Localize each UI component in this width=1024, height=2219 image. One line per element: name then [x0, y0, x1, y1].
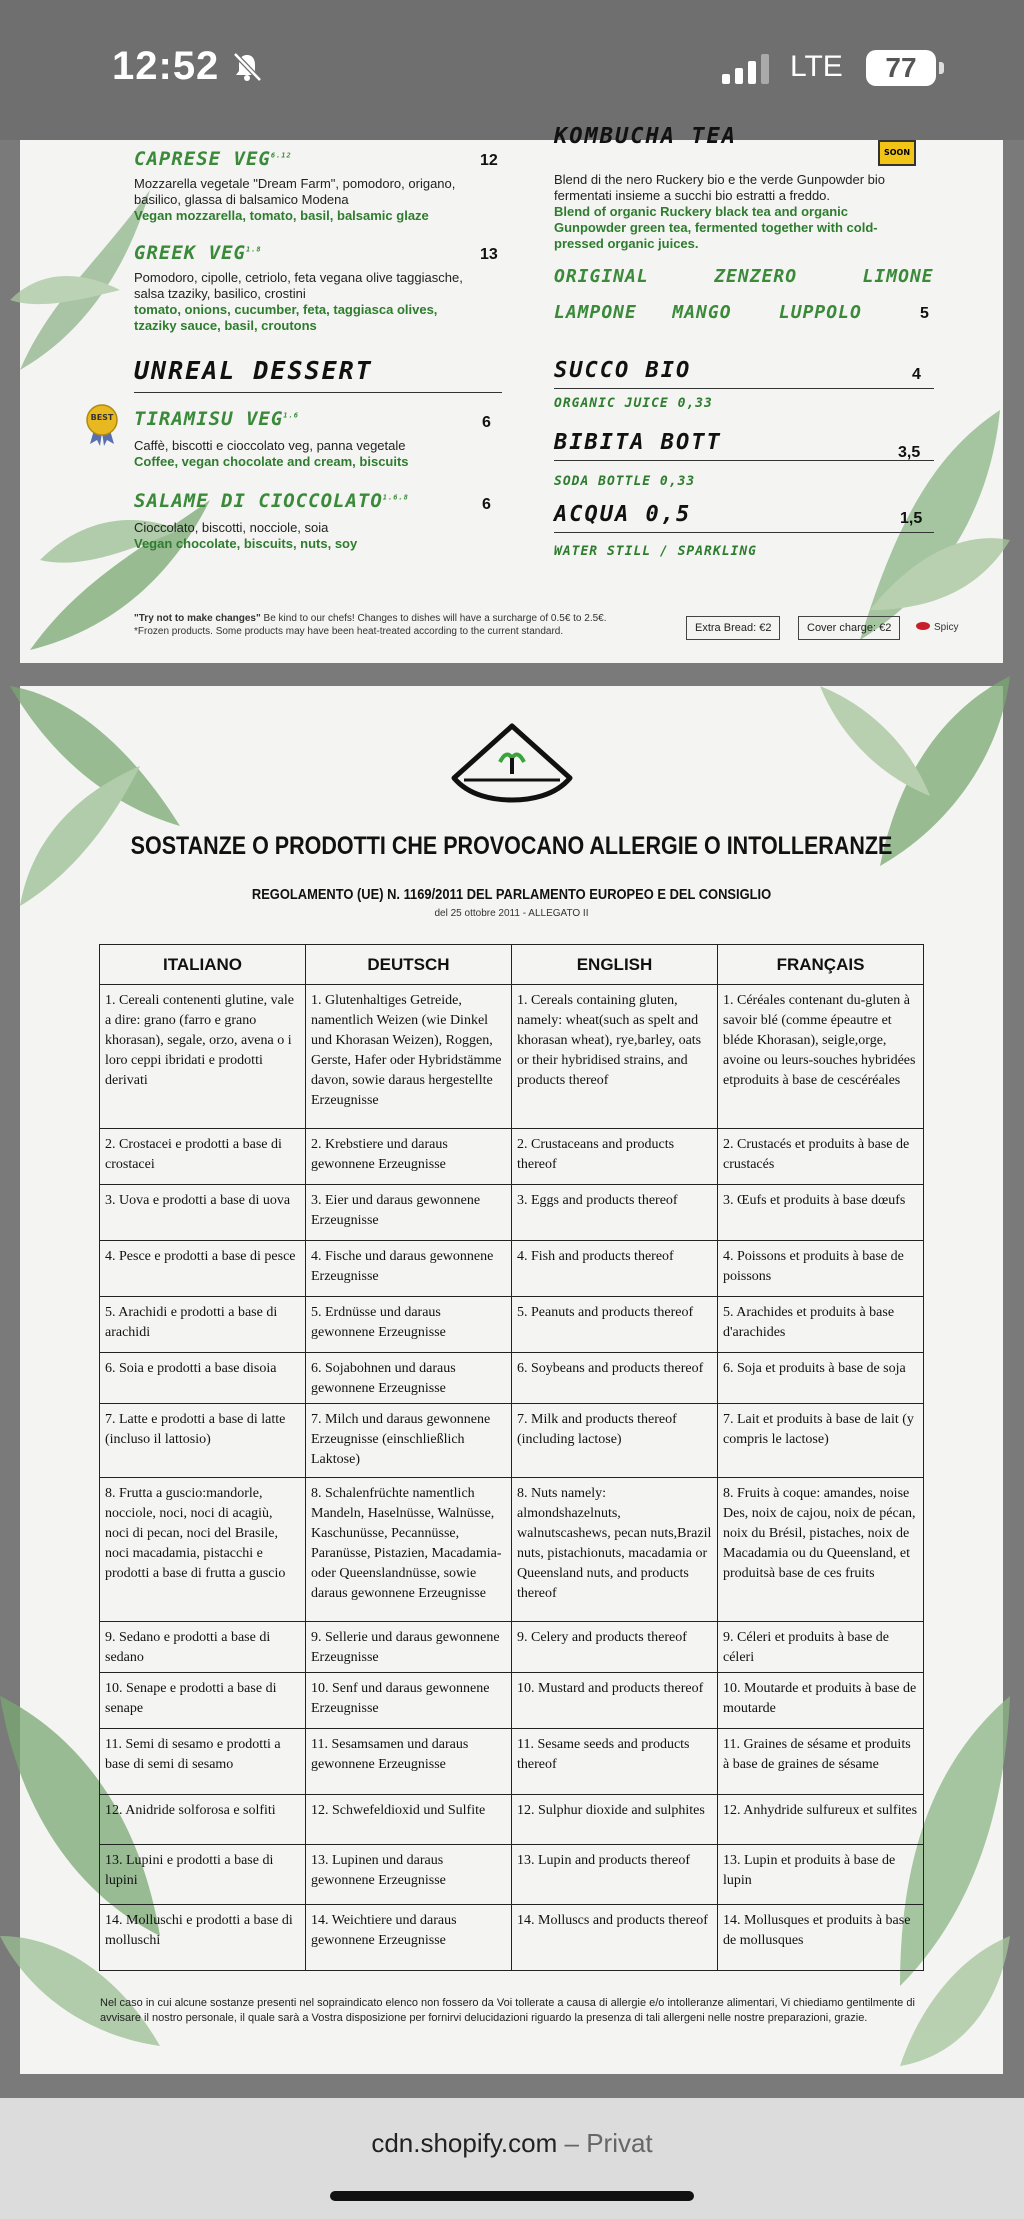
table-cell: 9. Céleri et produits à base de céleri [718, 1622, 924, 1673]
table-cell: 2. Crostacei e prodotti a base di crostacei [100, 1129, 306, 1185]
dish-description: Mozzarella vegetale "Dream Farm", pomodoro, origano, basilico, glassa di balsamico Modena Vegan mozzarella, tomato, basil, balsamic glaze [134, 176, 456, 223]
table-cell: 6. Sojabohnen und daraus gewonnene Erzeugnisse [306, 1353, 512, 1404]
table-row [100, 1478, 924, 1622]
table-cell: 9. Sedano e prodotti a base di sedano [100, 1622, 306, 1673]
divider [554, 532, 934, 533]
table-cell: 14. Molluschi e prodotti a base di molluschi [100, 1905, 306, 1971]
table-cell: 13. Lupin et produits à base de lupin [718, 1845, 924, 1905]
table-cell: 3. Eggs and products thereof [512, 1185, 718, 1241]
browser-bottom-bar [0, 2098, 1024, 2219]
table-cell: 1. Céréales contenant du-gluten à savoir blé (comme épeautre et bléde Khorasan), seigle,orge, avoine ou leurs-souches hybridées etproduits à base de cescéréales [718, 985, 924, 1129]
table-cell: 10. Moutarde et produits à base de moutarde [718, 1673, 924, 1729]
table-cell: 2. Krebstiere und daraus gewonnene Erzeugnisse [306, 1129, 512, 1185]
table-cell: 8. Frutta a guscio:mandorle, nocciole, noci, noci di acagiù, noci di pecan, noci del Brasile, noci macadamia, pistacchi e prodotti a base di frutta a guscio [100, 1478, 306, 1622]
table-cell: 4. Pesce e prodotti a base di pesce [100, 1241, 306, 1297]
bell-muted-icon [230, 50, 264, 84]
table-cell: 1. Glutenhaltiges Getreide, namentlich Weizen (wie Dinkel und Khorasan Weizen), Roggen, Gerste, Hafer oder Hybridstämme davon, sowie daraus hergestellte Erzeugnisse [306, 985, 512, 1129]
dish-description: Pomodoro, cipolle, cetriolo, feta vegana olive taggiasche, salsa tzaziky, basilico, crostini tomato, onions, cucumber, feta, taggiasca olives, tzaziky sauce, basil, croutons [134, 270, 463, 333]
menu-page [20, 124, 1003, 663]
table-cell: 1. Cereali contenenti glutine, vale a dire: grano (farro e grano khorasan), segale, orzo, avena o i loro ceppi ibridati e prodotti derivati [100, 985, 306, 1129]
dish-title: GREEK $VEG^{1.8}$ [134, 242, 262, 264]
table-cell: 2. Crustacés et produits à base de crustacés [718, 1129, 924, 1185]
kombucha-price: 5 [920, 305, 929, 322]
table-cell: 5. Arachides et produits à base d'arachides [718, 1297, 924, 1353]
network-label: LTE [790, 50, 843, 83]
table-row [100, 1241, 924, 1297]
table-row [100, 985, 924, 1129]
table-cell: 14. Molluscs and products thereof [512, 1905, 718, 1971]
dish-description: Caffè, biscotti e cioccolato veg, panna vegetale Coffee, vegan chocolate and cream, biscuits [134, 438, 409, 469]
table-cell: 13. Lupinen und daraus gewonnene Erzeugnisse [306, 1845, 512, 1905]
dish-title: CAPRESE $VEG^{6.12}$ [134, 148, 292, 170]
best-badge-label: BEST [90, 413, 114, 422]
dish-price: 13 [480, 246, 498, 263]
divider [134, 392, 502, 393]
table-cell: 10. Senape e prodotti a base di senape [100, 1673, 306, 1729]
table-cell: 1. Cereals containing gluten, namely: wheat(such as spelt and khorasan wheat), rye,barley, oats or their hybridised strains, and products thereof [512, 985, 718, 1129]
flavor-list: ORIGINAL ZENZERO LIMONE [554, 266, 934, 287]
restaurant-logo-icon [450, 722, 574, 802]
drink-title: BIBITA BOTT [554, 430, 722, 455]
section-title: KOMBUCHA TEA [554, 124, 737, 149]
address-bar[interactable]: cdn.shopify.com – Privat [371, 2128, 653, 2158]
table-cell: 8. Fruits à coque: amandes, noise Des, noix de cajou, noix de pécan, noix du Brésil, pistaches, noix de Macadamia ou du Queensland, et produitsà base de ces fruits [718, 1478, 924, 1622]
table-cell: 7. Milch und daraus gewonnene Erzeugnisse (einschließlich Laktose) [306, 1404, 512, 1478]
column-header-english: ENGLISH [512, 945, 718, 985]
table-row [100, 1353, 924, 1404]
private-mode-label: Privat [586, 2128, 653, 2158]
table-cell: 2. Crustaceans and products thereof [512, 1129, 718, 1185]
table-cell: 7. Latte e prodotti a base di latte (incluso il lattosio) [100, 1404, 306, 1478]
table-cell: 11. Semi di sesamo e prodotti a base di semi di sesamo [100, 1729, 306, 1795]
battery-icon: 77 [866, 50, 936, 86]
table-row [100, 1404, 924, 1478]
table-cell: 4. Fische und daraus gewonnene Erzeugnisse [306, 1241, 512, 1297]
table-cell: 9. Sellerie und daraus gewonnene Erzeugnisse [306, 1622, 512, 1673]
table-cell: 8. Schalenfrüchte namentlich Mandeln, Haselnüsse, Walnüsse, Kaschunüsse, Pecannüsse, Paranüsse, Pistazien, Macadamia- oder Queenslandnüsse, sowie daraus gewonnene Erzeugnisse [306, 1478, 512, 1622]
regulation-title: REGOLAMENTO (UE) N. 1169/2011 DEL PARLAMENTO EUROPEO E DEL CONSIGLIO [251, 886, 772, 903]
table-row [100, 1905, 924, 1971]
dish-title: SALAME DI $CIOCCOLATO^{1.6.8}$ [134, 490, 409, 512]
table-cell: 5. Arachidi e prodotti a base di arachidi [100, 1297, 306, 1353]
table-cell: 3. Œufs et produits à base dœufs [718, 1185, 924, 1241]
drink-price: 4 [912, 366, 921, 383]
status-bar [0, 0, 1024, 140]
drink-title: SUCCO BIO [554, 358, 692, 383]
table-row [100, 1729, 924, 1795]
signal-icon [722, 54, 772, 84]
drink-subtitle: SODA BOTTLE 0,33 [554, 474, 696, 489]
dish-price: 12 [480, 152, 498, 169]
table-cell: 14. Mollusques et produits à base de mollusques [718, 1905, 924, 1971]
table-cell: 12. Sulphur dioxide and sulphites [512, 1795, 718, 1845]
divider [554, 460, 934, 461]
kombucha-description: Blend di the nero Ruckery bio e the verde Gunpowder bio fermentati insieme a succhi bio estratti a freddo. Blend of organic Ruckery black tea and organic Gunpowder green tea, fermented together with cold-pressed organic juices. [554, 172, 885, 251]
status-time: 12:52 [112, 44, 220, 88]
column-header-francais: FRANÇAIS [718, 945, 924, 985]
table-cell: 10. Mustard and products thereof [512, 1673, 718, 1729]
table-cell: 14. Weichtiere und daraus gewonnene Erzeugnisse [306, 1905, 512, 1971]
regulation-date: del 25 ottobre 2011 - ALLEGATO II [434, 908, 589, 919]
soon-badge: SOON [878, 140, 916, 166]
table-row [100, 1622, 924, 1673]
table-cell: 12. Anhydride sulfureux et sulfites [718, 1795, 924, 1845]
table-row [100, 1129, 924, 1185]
table-cell: 9. Celery and products thereof [512, 1622, 718, 1673]
drink-subtitle: ORGANIC JUICE 0,33 [554, 396, 713, 411]
drink-price: 1,5 [900, 510, 923, 527]
allergen-title: SOSTANZE O PRODOTTI CHE PROVOCANO ALLERGIE O INTOLLERANZE [130, 832, 893, 860]
chili-icon [916, 622, 930, 630]
table-cell: 13. Lupini e prodotti a base di lupini [100, 1845, 306, 1905]
table-cell: 6. Soja et produits à base de soja [718, 1353, 924, 1404]
section-title: UNREAL DESSERT [134, 356, 373, 385]
leaf-decoration [10, 676, 210, 916]
column-header-deutsch: DEUTSCH [306, 945, 512, 985]
table-cell: 5. Peanuts and products thereof [512, 1297, 718, 1353]
table-cell: 12. Anidride solforosa e solfiti [100, 1795, 306, 1845]
extra-bread-chip: Extra Bread: €2 [686, 616, 780, 640]
table-cell: 7. Lait et produits à base de lait (y compris le lactose) [718, 1404, 924, 1478]
drink-subtitle: WATER STILL / SPARKLING [554, 544, 758, 559]
table-cell: 10. Senf und daraus gewonnene Erzeugnisse [306, 1673, 512, 1729]
table-cell: 3. Eier und daraus gewonnene Erzeugnisse [306, 1185, 512, 1241]
dish-price: 6 [482, 414, 491, 431]
table-cell: 7. Milk and products thereof (including lactose) [512, 1404, 718, 1478]
spicy-label: Spicy [934, 622, 959, 633]
cover-charge-chip: Cover charge: €2 [798, 616, 900, 640]
table-cell: 13. Lupin and products thereof [512, 1845, 718, 1905]
table-row [100, 1673, 924, 1729]
best-badge-icon [84, 404, 120, 446]
allergen-table [99, 944, 924, 1971]
table-header-row [100, 945, 924, 985]
table-cell: 3. Uova e prodotti a base di uova [100, 1185, 306, 1241]
menu-note: "Try not to make changes" Be kind to our chefs! Changes to dishes will have a surcharge of 0.5€ to 2.5€. *Frozen products. Some products may have been heat-treated according to the current standard. [134, 613, 607, 637]
table-cell: 6. Soia e prodotti a base disoia [100, 1353, 306, 1404]
dish-description: Cioccolato, biscotti, nocciole, soia Vegan chocolate, biscuits, nuts, soy [134, 520, 358, 551]
divider [554, 388, 934, 389]
drink-price: 3,5 [898, 444, 921, 461]
table-row [100, 1297, 924, 1353]
table-cell: 4. Poissons et produits à base de poissons [718, 1241, 924, 1297]
flavor-list: LAMPONE MANGO LUPPOLO [554, 302, 862, 323]
drink-title: ACQUA 0,5 [554, 502, 692, 527]
url-domain: cdn.shopify.com [371, 2128, 558, 2158]
table-cell: 11. Sesamsamen und daraus gewonnene Erzeugnisse [306, 1729, 512, 1795]
table-row [100, 1845, 924, 1905]
home-indicator[interactable] [330, 2191, 694, 2201]
table-cell: 11. Sesame seeds and products thereof [512, 1729, 718, 1795]
table-cell: 12. Schwefeldioxid und Sulfite [306, 1795, 512, 1845]
allergen-footnote: Nel caso in cui alcune sostanze presenti nel sopraindicato elenco non fossero da Voi tollerate a causa di allergie e/o intolleranze alimentari, Vi chiediamo gentilmente di avvisare il nostro personale, il quale sarà a Vostra disposizione per fornirvi delucidazioni riguardo la presenza di tali allergeni nelle nostre preparazioni, grazie. [100, 1997, 915, 2024]
table-cell: 8. Nuts namely: almondshazelnuts, walnutscashews, pecan nuts,Brazil nuts, pistachionuts, macadamia or Queensland nuts, and products thereof [512, 1478, 718, 1622]
table-row [100, 1185, 924, 1241]
column-header-italiano: ITALIANO [100, 945, 306, 985]
allergen-page [20, 686, 1003, 2074]
table-cell: 4. Fish and products thereof [512, 1241, 718, 1297]
dish-price: 6 [482, 496, 491, 513]
table-row [100, 1795, 924, 1845]
table-cell: 11. Graines de sésame et produits à base de graines de sésame [718, 1729, 924, 1795]
table-cell: 6. Soybeans and products thereof [512, 1353, 718, 1404]
dish-title: TIRAMISU $VEG^{1.6}$ [134, 408, 299, 430]
table-cell: 5. Erdnüsse und daraus gewonnene Erzeugnisse [306, 1297, 512, 1353]
